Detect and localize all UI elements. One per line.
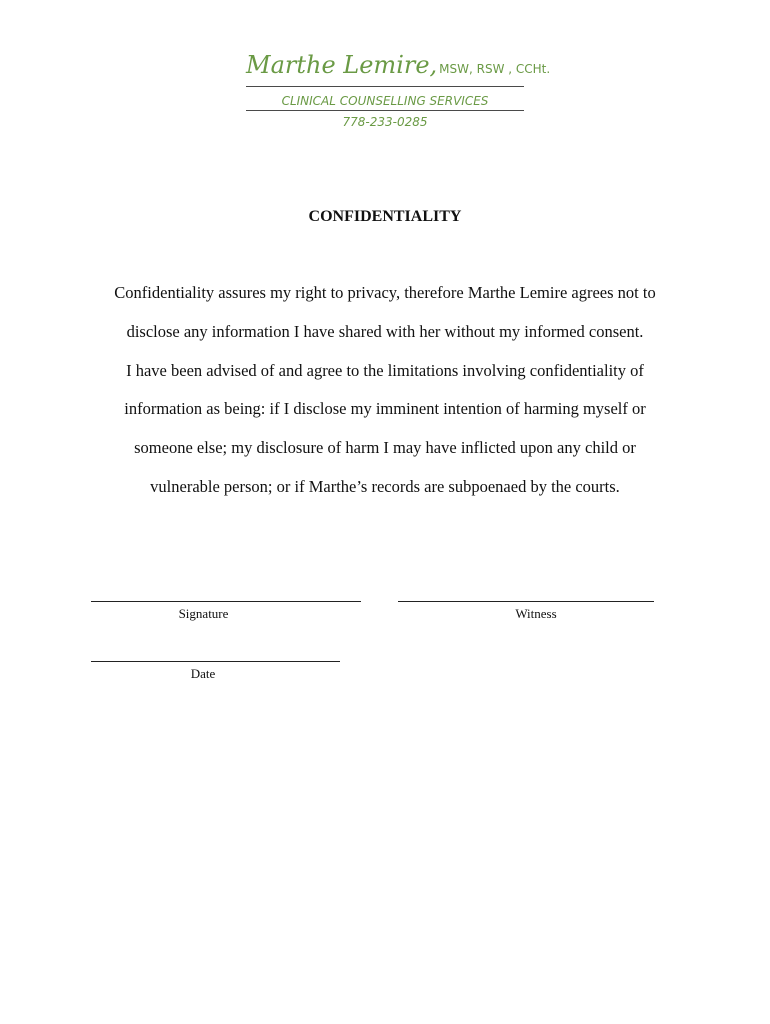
phone-number: 778-233-0285 xyxy=(342,115,428,129)
signature-line xyxy=(91,601,361,602)
practitioner-name: Marthe Lemire, xyxy=(246,51,438,79)
statement-line: vulnerable person; or if Marthe’s records are subpoenaed by the courts. xyxy=(150,476,620,496)
document-title: CONFIDENTIALITY xyxy=(308,208,462,225)
statement-line: information as being: if I disclose my imminent intention of harming myself or xyxy=(124,399,646,419)
witness-field[interactable] xyxy=(398,601,654,622)
signature-field[interactable] xyxy=(91,601,361,622)
signature-label: Signature xyxy=(178,606,229,621)
statement-line: someone else; my disclosure of harm I may have inflicted upon any child or xyxy=(134,438,636,458)
services-line: CLINICAL COUNSELLING SERVICES xyxy=(281,94,489,108)
date-field[interactable] xyxy=(91,661,340,682)
letterhead-name-row xyxy=(246,50,551,84)
practitioner-credentials: MSW, RSW , CCHt. xyxy=(439,62,551,76)
witness-line xyxy=(398,601,654,602)
date-line xyxy=(91,661,340,662)
witness-label: Witness xyxy=(515,606,557,621)
statement-line: Confidentiality assures my right to privacy, therefore Marthe Lemire agrees not to xyxy=(114,283,656,302)
date-label: Date xyxy=(190,666,216,681)
confidentiality-statement xyxy=(80,282,690,515)
statement-line: disclose any information I have shared with her without my informed consent. xyxy=(126,321,644,341)
letterhead xyxy=(246,50,551,131)
statement-line: I have been advised of and agree to the limitations involving confidentiality of xyxy=(126,360,644,380)
